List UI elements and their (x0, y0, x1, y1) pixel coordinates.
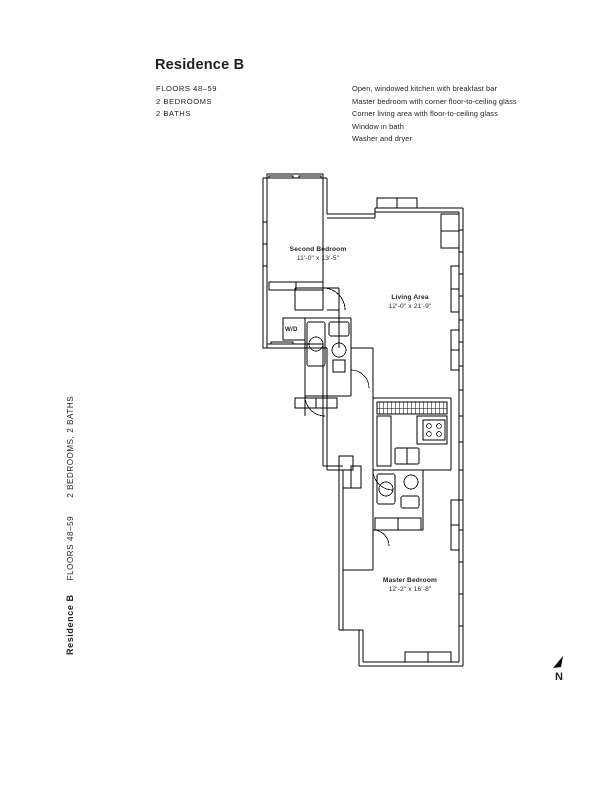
room-label-second-bedroom (258, 245, 378, 263)
room-dimensions: 12'-0" x 21'-9" (388, 303, 432, 310)
side-label-beds-baths: 2 BEDROOMS, 2 BATHS (66, 395, 75, 498)
bath-fixtures (307, 322, 419, 508)
feature-washer-dryer: Washer and dryer (352, 134, 413, 144)
side-label (65, 395, 75, 655)
feature-living-glass: Corner living area with floor-to-ceiling glass (352, 109, 498, 119)
compass-north-label: N (555, 671, 563, 683)
spec-baths: 2 BATHS (156, 109, 191, 119)
room-name: Second Bedroom (289, 246, 347, 253)
washer-dryer-label: W/D (285, 326, 298, 333)
room-dimensions: 11'-0" x 13'-5" (296, 255, 340, 262)
feature-master-glass: Master bedroom with corner floor-to-ceiling glass (352, 96, 517, 106)
room-name: Master Bedroom (382, 577, 438, 584)
room-label-living-area (355, 293, 465, 311)
spec-bedrooms: 2 BEDROOMS (156, 96, 213, 106)
spec-floors: FLOORS 48–59 (156, 84, 218, 93)
kitchen-fixtures (377, 402, 447, 466)
window-mullions (459, 230, 463, 626)
interior-walls (283, 214, 451, 570)
feature-bath-window: Window in bath (352, 121, 404, 131)
closets (269, 282, 421, 530)
side-label-floors: FLOORS 48–59 (66, 515, 75, 581)
residence-specs (156, 83, 217, 121)
feature-kitchen: Open, windowed kitchen with breakfast bar (352, 84, 498, 93)
room-name: Living Area (391, 294, 429, 301)
side-label-residence: Residence B (65, 594, 75, 655)
room-label-master-bedroom (355, 576, 465, 594)
compass-rose (551, 655, 579, 687)
page-title: Residence B (155, 57, 245, 73)
residence-features (352, 83, 517, 146)
structural-columns (339, 456, 361, 488)
north-arrow-icon (553, 656, 563, 668)
room-dimensions: 12'-2" x 16'-8" (388, 586, 432, 593)
